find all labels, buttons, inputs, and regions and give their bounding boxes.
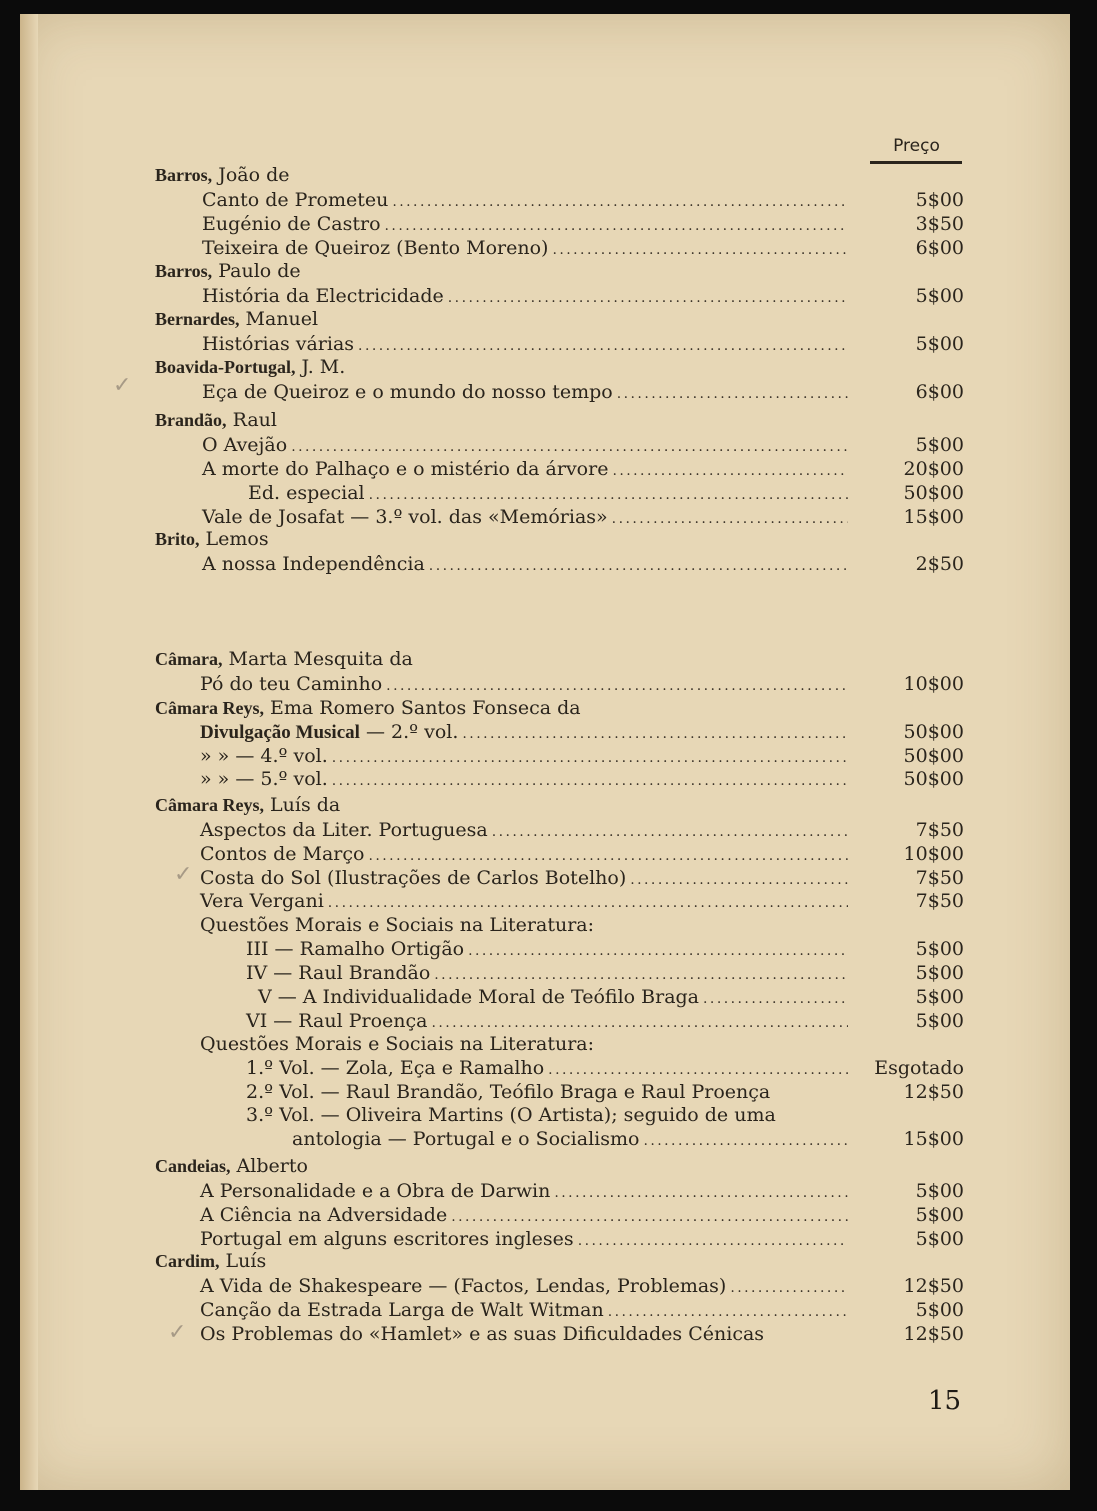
book-title bbox=[200, 889, 324, 913]
book-title-text: Eugénio de Castro bbox=[202, 213, 381, 235]
price-column-header: Preço bbox=[893, 136, 940, 156]
book-title-text: » » — 4.º vol. bbox=[200, 745, 328, 767]
dot-leader bbox=[617, 382, 848, 406]
book-entry bbox=[202, 284, 852, 308]
dot-leader bbox=[554, 1181, 848, 1205]
dot-leader bbox=[548, 1058, 848, 1082]
book-title bbox=[202, 284, 444, 308]
author-given-name: Paulo de bbox=[212, 260, 301, 282]
book-price: 15$00 bbox=[903, 506, 964, 528]
book-title-bold: Divulgação Musical bbox=[200, 722, 360, 743]
book-title-text: A Ciência na Adversidade bbox=[200, 1204, 448, 1226]
book-entry bbox=[202, 236, 852, 260]
book-title-text: antologia — Portugal e o Socialismo bbox=[292, 1128, 640, 1150]
book-title bbox=[200, 672, 382, 696]
author-surname: Candeias, bbox=[155, 1156, 231, 1176]
book-price: 5$00 bbox=[915, 962, 964, 984]
book-title bbox=[200, 744, 328, 768]
book-title-text: A Personalidade e a Obra de Darwin bbox=[200, 1180, 551, 1202]
pencil-check-mark: ✓ bbox=[168, 1320, 187, 1345]
book-price: 5$00 bbox=[915, 1228, 964, 1250]
book-price: 5$00 bbox=[915, 938, 964, 960]
book-entry bbox=[200, 818, 852, 842]
book-entry bbox=[202, 505, 852, 529]
dot-leader bbox=[643, 1129, 848, 1153]
book-title bbox=[246, 1056, 544, 1080]
book-price: 6$00 bbox=[915, 381, 964, 403]
dot-leader bbox=[612, 507, 848, 531]
book-title bbox=[200, 1179, 550, 1203]
book-entry bbox=[200, 1227, 852, 1251]
book-price: 20$00 bbox=[903, 458, 964, 480]
book-title-text: Canção da Estrada Larga de Walt Witman bbox=[200, 1299, 604, 1321]
author-given-name: Alberto bbox=[230, 1155, 308, 1177]
book-title-text: IV — Raul Brandão bbox=[246, 962, 431, 984]
author-heading bbox=[155, 163, 289, 187]
dot-leader bbox=[429, 554, 848, 578]
book-entry bbox=[202, 433, 852, 457]
book-entry bbox=[246, 1056, 852, 1080]
dot-leader bbox=[434, 963, 848, 987]
book-title-text: 1.º Vol. — Zola, Eça e Ramalho bbox=[246, 1057, 545, 1079]
book-price: 12$50 bbox=[903, 1275, 964, 1297]
author-given-name: Luís bbox=[219, 1250, 267, 1272]
book-entry bbox=[202, 332, 852, 356]
author-surname: Barros, bbox=[155, 165, 213, 185]
book-title-text: Portugal em alguns escritores ingleses bbox=[200, 1228, 574, 1250]
book-entry bbox=[246, 937, 852, 961]
pencil-check-mark: ✓ bbox=[113, 373, 132, 398]
book-title bbox=[200, 1227, 574, 1251]
book-title bbox=[200, 1322, 764, 1346]
author-surname: Brito, bbox=[155, 529, 200, 549]
book-entry bbox=[202, 188, 852, 212]
author-given-name: João de bbox=[212, 164, 290, 186]
book-title-text: Teixeira de Queiroz (Bento Moreno) bbox=[202, 237, 549, 259]
book-title bbox=[200, 818, 488, 842]
book-entry bbox=[200, 1274, 852, 1298]
dot-leader bbox=[385, 214, 848, 238]
book-title-text: A morte do Palhaço e o mistério da árvore bbox=[202, 458, 609, 480]
book-price: 7$50 bbox=[915, 890, 964, 912]
book-title bbox=[202, 332, 354, 356]
book-price: Esgotado bbox=[874, 1057, 964, 1079]
book-title-text: 3.º Vol. — Oliveira Martins (O Artista); seguido de uma bbox=[246, 1104, 776, 1126]
book-title-text: Questões Morais e Sociais na Literatura: bbox=[200, 1033, 595, 1055]
book-title-text: III — Ramalho Ortigão bbox=[246, 938, 465, 960]
book-title bbox=[202, 212, 381, 236]
author-surname: Brandão, bbox=[155, 410, 227, 430]
book-entry bbox=[292, 1127, 852, 1151]
author-given-name: Luís da bbox=[263, 794, 341, 816]
author-given-name: Ema Romero Santos Fonseca da bbox=[263, 697, 581, 719]
book-title-text: — 2.º vol. bbox=[359, 721, 459, 743]
series-heading bbox=[246, 1103, 852, 1127]
author-given-name: J. M. bbox=[295, 356, 346, 378]
book-title-text: Contos de Março bbox=[200, 843, 365, 865]
series-heading bbox=[200, 1032, 852, 1056]
book-title bbox=[200, 866, 626, 890]
author-heading bbox=[155, 1154, 308, 1178]
book-title bbox=[202, 457, 608, 481]
book-entry bbox=[200, 1179, 852, 1203]
book-entry bbox=[200, 1298, 852, 1322]
author-surname: Câmara Reys, bbox=[155, 698, 264, 718]
book-price: 5$00 bbox=[915, 986, 964, 1008]
series-heading bbox=[200, 913, 852, 937]
dot-leader bbox=[291, 435, 848, 459]
book-title bbox=[202, 552, 425, 576]
book-price: 50$00 bbox=[903, 721, 964, 743]
book-price: 5$00 bbox=[915, 285, 964, 307]
book-title-text: A nossa Independência bbox=[202, 553, 425, 575]
book-entry bbox=[200, 1322, 852, 1346]
book-price: 2$50 bbox=[915, 553, 964, 575]
book-entry bbox=[200, 842, 852, 866]
book-price: 50$00 bbox=[903, 768, 964, 790]
book-title bbox=[248, 481, 365, 505]
book-entry bbox=[202, 552, 852, 576]
book-title-text: V — A Individualidade Moral de Teófilo Braga bbox=[258, 986, 700, 1008]
dot-leader bbox=[462, 722, 848, 746]
book-entry bbox=[200, 672, 852, 696]
book-title bbox=[246, 961, 430, 985]
book-price: 15$00 bbox=[903, 1128, 964, 1150]
author-surname: Bernardes, bbox=[155, 309, 240, 329]
book-title-text: Os Problemas do «Hamlet» e as suas Dificuldades Cénicas bbox=[200, 1323, 765, 1345]
book-entry bbox=[200, 767, 852, 791]
dot-leader bbox=[392, 190, 848, 214]
book-price: 5$00 bbox=[915, 1299, 964, 1321]
dot-leader bbox=[369, 483, 848, 507]
author-heading bbox=[155, 259, 301, 283]
book-entry bbox=[200, 720, 852, 744]
book-title-text: VI — Raul Proença bbox=[246, 1010, 428, 1032]
book-title-text: » » — 5.º vol. bbox=[200, 768, 328, 790]
book-price: 5$00 bbox=[915, 1180, 964, 1202]
book-price: 5$00 bbox=[915, 1204, 964, 1226]
book-entry bbox=[202, 457, 852, 481]
author-surname: Boavida-Portugal, bbox=[155, 357, 296, 377]
dot-leader bbox=[328, 891, 848, 915]
book-price: 10$00 bbox=[903, 843, 964, 865]
book-title-text: História da Electricidade bbox=[202, 285, 444, 307]
author-given-name: Lemos bbox=[199, 528, 269, 550]
book-title bbox=[202, 505, 608, 529]
book-title bbox=[292, 1127, 639, 1151]
book-title-text: A Vida de Shakespeare — (Factos, Lendas, Problemas) bbox=[200, 1275, 727, 1297]
author-surname: Cardim, bbox=[155, 1251, 220, 1271]
book-title bbox=[200, 767, 328, 791]
dot-leader bbox=[578, 1229, 848, 1253]
book-title-text: Vale de Josafat — 3.º vol. das «Memórias» bbox=[202, 506, 608, 528]
dot-leader bbox=[386, 674, 848, 698]
book-title-text: Questões Morais e Sociais na Literatura: bbox=[200, 914, 595, 936]
dot-leader bbox=[332, 769, 848, 793]
book-title bbox=[202, 380, 613, 404]
dot-leader bbox=[492, 820, 848, 844]
book-entry bbox=[200, 889, 852, 913]
dot-leader bbox=[451, 1205, 848, 1229]
book-title-text: Histórias várias bbox=[202, 333, 355, 355]
book-title-text: Vera Vergani bbox=[200, 890, 324, 912]
book-title bbox=[258, 985, 699, 1009]
book-title bbox=[202, 188, 388, 212]
dot-leader bbox=[552, 238, 848, 262]
dot-leader bbox=[358, 334, 848, 358]
dot-leader bbox=[612, 459, 848, 483]
book-price: 5$00 bbox=[915, 333, 964, 355]
book-title bbox=[246, 937, 464, 961]
author-heading bbox=[155, 355, 345, 379]
author-heading bbox=[155, 1249, 266, 1273]
book-title-text: O Avejão bbox=[202, 434, 288, 456]
dot-leader bbox=[703, 987, 848, 1011]
book-title bbox=[202, 433, 287, 457]
book-title-text: Eça de Queiroz e o mundo do nosso tempo bbox=[202, 381, 613, 403]
book-price: 12$50 bbox=[903, 1081, 964, 1103]
page-number: 15 bbox=[928, 1386, 962, 1416]
book-title-text: Ed. especial bbox=[248, 482, 365, 504]
author-given-name: Raul bbox=[226, 409, 277, 431]
dot-leader bbox=[448, 286, 848, 310]
dot-leader bbox=[730, 1276, 848, 1300]
book-entry bbox=[248, 481, 852, 505]
book-entry bbox=[200, 866, 852, 890]
book-entry bbox=[200, 1203, 852, 1227]
book-entry bbox=[246, 1080, 852, 1104]
book-title-text: Pó do teu Caminho bbox=[200, 673, 383, 695]
author-surname: Câmara, bbox=[155, 649, 223, 669]
book-entry bbox=[246, 961, 852, 985]
dot-leader bbox=[608, 1300, 848, 1324]
book-entry bbox=[258, 985, 852, 1009]
book-price: 10$00 bbox=[903, 673, 964, 695]
author-heading bbox=[155, 307, 318, 331]
book-price: 5$00 bbox=[915, 1010, 964, 1032]
author-heading bbox=[155, 408, 277, 432]
book-price: 3$50 bbox=[915, 213, 964, 235]
book-title bbox=[200, 842, 364, 866]
book-title bbox=[246, 1009, 427, 1033]
book-title bbox=[200, 1203, 447, 1227]
author-given-name: Manuel bbox=[239, 308, 319, 330]
book-title bbox=[246, 1103, 776, 1127]
author-surname: Barros, bbox=[155, 261, 213, 281]
dot-leader bbox=[468, 939, 848, 963]
author-heading bbox=[155, 527, 269, 551]
dot-leader bbox=[368, 844, 848, 868]
book-price: 12$50 bbox=[903, 1323, 964, 1345]
book-title-text: Canto de Prometeu bbox=[202, 189, 389, 211]
book-title bbox=[200, 1298, 604, 1322]
book-title-text: 2.º Vol. — Raul Brandão, Teófilo Braga e Raul Proença bbox=[246, 1081, 771, 1103]
book-price: 50$00 bbox=[903, 745, 964, 767]
author-heading bbox=[155, 647, 413, 671]
book-entry bbox=[246, 1009, 852, 1033]
book-title-text: Aspectos da Liter. Portuguesa bbox=[200, 819, 488, 841]
book-price: 5$00 bbox=[915, 434, 964, 456]
author-heading bbox=[155, 696, 581, 720]
book-price: 7$50 bbox=[915, 867, 964, 889]
pencil-check-mark: ✓ bbox=[174, 862, 193, 887]
book-price: 50$00 bbox=[903, 482, 964, 504]
author-given-name: Marta Mesquita da bbox=[222, 648, 413, 670]
book-title bbox=[246, 1080, 770, 1104]
price-header-rule bbox=[870, 161, 962, 164]
book-entry bbox=[202, 380, 852, 404]
author-surname: Câmara Reys, bbox=[155, 795, 264, 815]
book-title-text: Costa do Sol (Ilustrações de Carlos Botelho) bbox=[200, 867, 627, 889]
book-price: 6$00 bbox=[915, 237, 964, 259]
book-title bbox=[202, 236, 548, 260]
book-title bbox=[200, 913, 594, 937]
book-price: 5$00 bbox=[915, 189, 964, 211]
book-price: 7$50 bbox=[915, 819, 964, 841]
book-title bbox=[200, 720, 458, 745]
book-entry bbox=[200, 744, 852, 768]
author-heading bbox=[155, 793, 340, 817]
book-entry bbox=[202, 212, 852, 236]
book-title bbox=[200, 1274, 726, 1298]
book-title bbox=[200, 1032, 594, 1056]
